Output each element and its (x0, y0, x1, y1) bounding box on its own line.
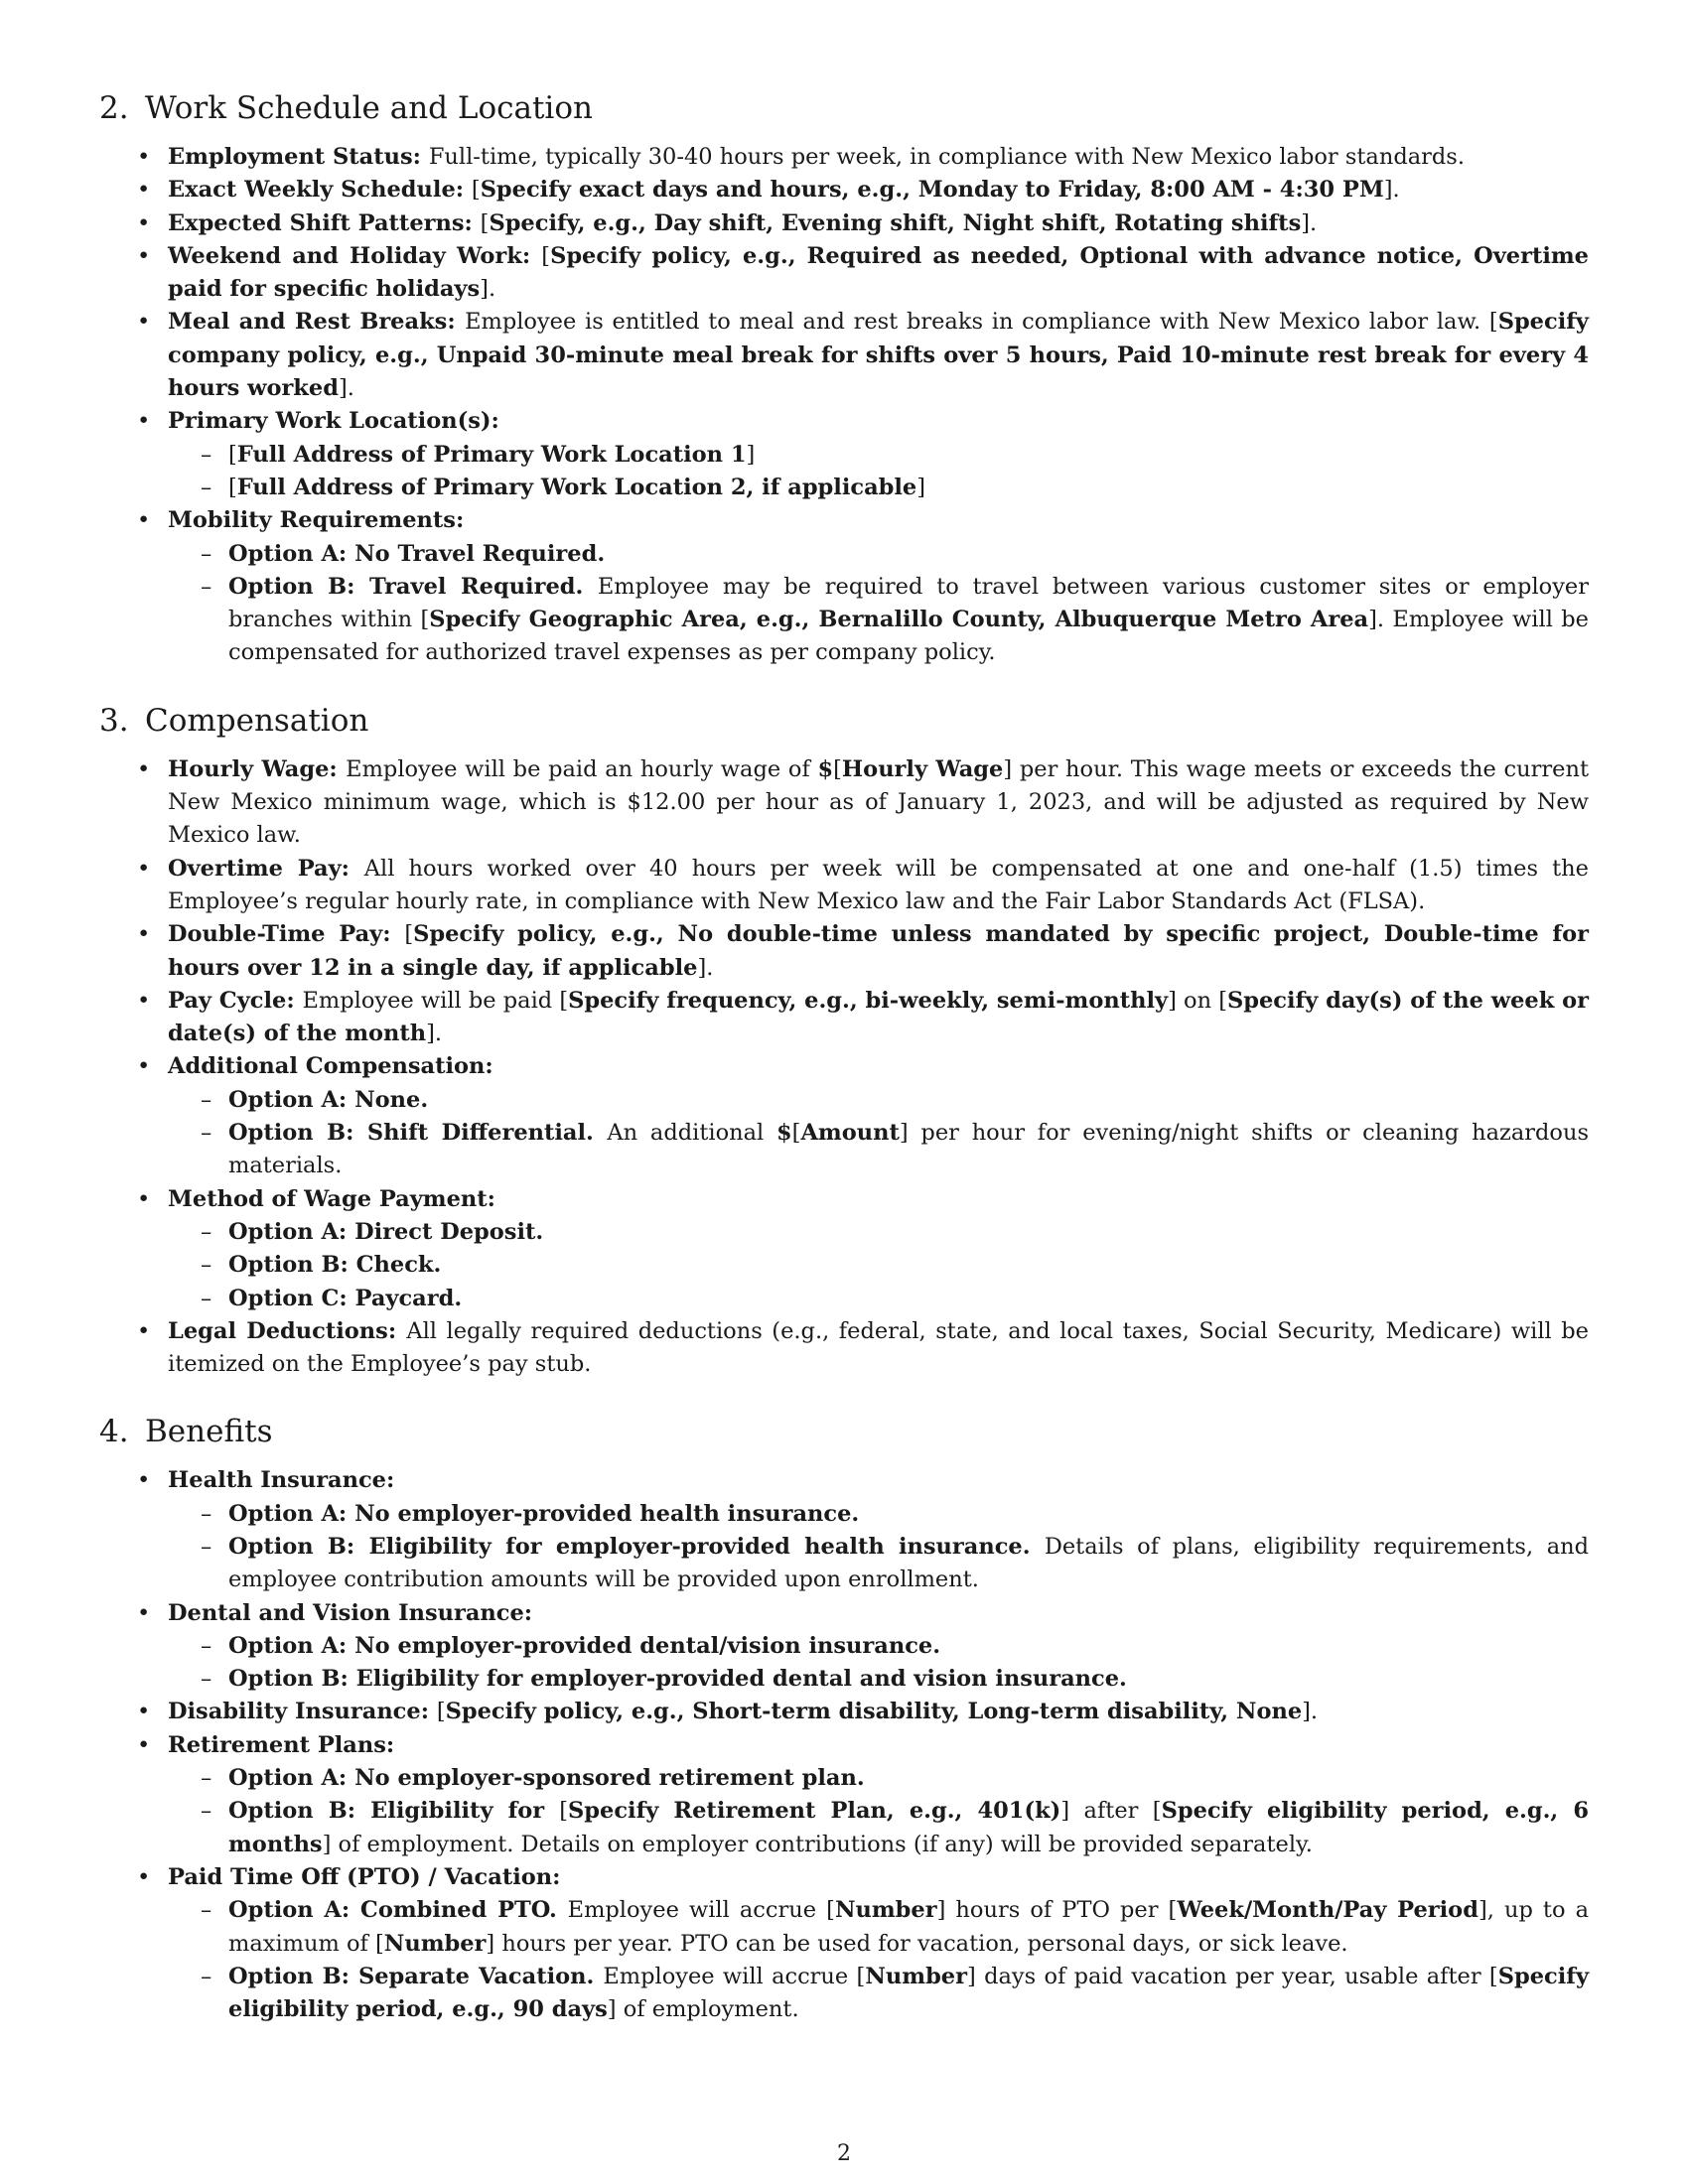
bullet-list (99, 753, 1589, 1382)
bold-text: Specify policy, e.g., No double-time unless mandated by specific project, Double-time for hours over 12 in a single day, if applicable (168, 921, 1589, 981)
list-item (99, 405, 1589, 504)
text-run: ]. (426, 1021, 443, 1047)
sub-list-item (168, 1283, 1589, 1315)
bold-text: Paid Time Off (PTO) / Vacation: (168, 1863, 561, 1890)
list-item (99, 853, 1589, 919)
text-run: Employee will be paid an hourly wage of (346, 755, 818, 782)
sub-list (168, 1762, 1589, 1861)
list-item (99, 1464, 1589, 1596)
section-heading (99, 700, 1589, 742)
section-heading (99, 1411, 1589, 1452)
text-run: All legally required deductions (e.g., federal, state, and local taxes, Social Security, Medicare) will be itemized on the Employee’s pay stub. (168, 1317, 1589, 1378)
text-run: An additional (607, 1120, 777, 1147)
bold-text: Mobility Requirements: (168, 507, 465, 534)
bold-text: Option B: Separate Vacation. (228, 1963, 604, 1989)
list-item (99, 1729, 1589, 1861)
text-run: Employee is entitled to meal and rest breaks in compliance with New Mexico labor law. [ (465, 309, 1498, 336)
text-run: ] of employment. (607, 1996, 799, 2023)
sub-list-item (168, 439, 1589, 472)
text-run: ] per hour for evening/night shifts or cleaning hazardous materials. (228, 1120, 1589, 1179)
bold-text: Number (383, 1930, 487, 1957)
bold-text: Double-Time Pay: (168, 921, 405, 948)
bold-text: Option B: Eligibility for employer-provided dental and vision insurance. (228, 1666, 1127, 1693)
sub-list (168, 1894, 1589, 2026)
sub-list-item (168, 1216, 1589, 1249)
sub-list-item (168, 472, 1589, 504)
bold-text: Option B: Check. (228, 1252, 442, 1279)
bold-text: Specify, e.g., Day shift, Evening shift, Night shift, Rotating shifts (489, 209, 1302, 236)
bold-text: Hourly Wage (841, 755, 1004, 782)
bold-text: Dental and Vision Insurance: (168, 1599, 533, 1626)
bold-text: Primary Work Location(s): (168, 408, 499, 435)
bold-text: Option A: Combined PTO. (228, 1897, 568, 1924)
text-run: Employee will accrue [ (567, 1897, 835, 1924)
bold-text: Specify eligibility period, e.g., 90 days (228, 1963, 1590, 2023)
bold-text: Weekend and Holiday Work: (168, 242, 542, 269)
list-item (99, 1696, 1589, 1728)
bold-text: Exact Weekly Schedule: (168, 177, 472, 204)
list-item (99, 753, 1589, 853)
sub-list (168, 1216, 1589, 1315)
sub-list-item (168, 571, 1589, 670)
text-run: ]. (1301, 209, 1318, 236)
text-run: Full-time, typically 30-40 hours per week, in compliance with New Mexico labor standards. (428, 144, 1465, 170)
text-run: ]. (1383, 177, 1400, 204)
text-run: Employee will accrue [ (603, 1963, 866, 1989)
bold-text: Overtime Pay: (168, 855, 364, 882)
text-run: ] hours per year. PTO can be used for vacation, personal days, or sick leave. (486, 1930, 1348, 1957)
list-item (99, 985, 1589, 1051)
text-run: ]. Employee will be compensated for authorized travel expenses as per company policy. (228, 607, 1589, 666)
list-item (99, 207, 1589, 240)
text-run: ] days of paid vacation per year, usable after [ (966, 1963, 1498, 1989)
sub-list-item (168, 1531, 1589, 1597)
list-item (99, 1183, 1589, 1315)
sub-list-item (168, 1117, 1589, 1183)
section-title: Benefits (145, 1414, 273, 1450)
bold-text: Option B: Travel Required. (228, 573, 598, 600)
section-heading (99, 87, 1589, 129)
bold-text: Additional Compensation: (168, 1053, 493, 1080)
section-number: 4. (99, 1414, 129, 1450)
bold-text: Option B: Eligibility for employer-provided health insurance. (228, 1533, 1045, 1560)
document-page (99, 87, 1589, 2056)
text-run: ] hours of PTO per [ (936, 1897, 1178, 1924)
bold-text: Option B: Shift Differential. (228, 1120, 608, 1147)
bold-text: Option A: Direct Deposit. (228, 1218, 544, 1245)
bold-text: $ (817, 755, 834, 782)
text-run: ], up to a maximum of [ (228, 1897, 1590, 1957)
bullet-list (99, 1464, 1589, 2026)
bold-text: Legal Deductions: (168, 1317, 407, 1344)
section-title: Compensation (145, 702, 369, 739)
bold-text: Option C: Paycard. (228, 1285, 463, 1311)
text-run: ] of employment. Details on employer contributions (if any) will be provided separately. (322, 1831, 1313, 1857)
text-run: Employee will be paid [ (302, 987, 569, 1014)
bold-text: Option A: None. (228, 1086, 429, 1113)
bold-text: Number (865, 1963, 967, 1989)
sub-list-item (168, 538, 1589, 571)
bold-text: Full Address of Primary Work Location 2, if applicable (236, 474, 917, 500)
list-item (99, 1050, 1589, 1182)
text-run: [ (471, 177, 481, 204)
sub-list-item (168, 1961, 1589, 2027)
list-item (99, 306, 1589, 405)
bold-text: Hourly Wage: (168, 755, 347, 782)
section-number: 2. (99, 90, 129, 126)
bold-text: Week/Month/Pay Period (1177, 1897, 1478, 1924)
sub-list-item (168, 1084, 1589, 1117)
list-item (99, 918, 1589, 985)
text-run: ] after [ (1060, 1798, 1162, 1825)
bold-text: Meal and Rest Breaks: (168, 309, 466, 336)
text-run: ]. (480, 276, 496, 303)
bold-text: Pay Cycle: (168, 987, 303, 1014)
list-item (99, 504, 1589, 669)
list-item (99, 174, 1589, 206)
sub-list-item (168, 1762, 1589, 1795)
bold-text: Employment Status: (168, 144, 429, 170)
bold-text: Retirement Plans: (168, 1731, 395, 1758)
text-run: ] on [ (1168, 987, 1227, 1014)
bold-text: Expected Shift Patterns: (168, 209, 481, 236)
sub-list-item (168, 1663, 1589, 1696)
bold-text: Specify policy, e.g., Required as needed, Optional with advance notice, Overtime paid for specific holidays (168, 242, 1590, 303)
sub-list (168, 1630, 1589, 1697)
text-run: ] per hour. This wage meets or exceeds the current New Mexico minimum wage, which is $12.00 per hour as of January 1, 2023, and will be adjusted as required by New Mexico law. (168, 755, 1590, 849)
text-run: ] (746, 441, 756, 468)
text-run: ]. (338, 375, 354, 402)
bold-text: Method of Wage Payment: (168, 1185, 495, 1212)
text-run: All hours worked over 40 hours per week will be compensated at one and one-half (1.5) times the Employee’s regular hourly rate, in compliance with New Mexico law and the Fair Labor Standards Act (FLSA). (168, 855, 1589, 914)
sub-list-item (168, 1894, 1589, 1961)
sub-list (168, 1498, 1589, 1597)
sub-list (168, 1084, 1589, 1183)
text-run: [ (541, 242, 551, 269)
bold-text: Specify company policy, e.g., Unpaid 30-minute meal break for shifts over 5 hours, Paid 10-minute rest break for every 4 hours worked (168, 309, 1589, 402)
bold-text: Full Address of Primary Work Location 1 (236, 441, 747, 468)
text-run: [ (228, 474, 237, 500)
bold-text: $ (776, 1120, 792, 1147)
bold-text: Disability Insurance: (168, 1699, 437, 1725)
bold-text: Option A: No Travel Required. (228, 540, 606, 567)
bold-text: Amount (800, 1120, 900, 1147)
list-item (99, 1861, 1589, 2026)
bold-text: Specify Retirement Plan, e.g., 401(k) (568, 1798, 1061, 1825)
bold-text: Specify exact days and hours, e.g., Monday to Friday, 8:00 AM - 4:30 PM (480, 177, 1384, 204)
text-run: [ (480, 209, 490, 236)
text-run: [ (228, 441, 237, 468)
text-run: [ (833, 755, 842, 782)
list-item (99, 240, 1589, 307)
section-number: 3. (99, 702, 129, 739)
sub-list-item (168, 1795, 1589, 1861)
bold-text: Option A: No employer-provided dental/vision insurance. (228, 1632, 941, 1659)
text-run: [ (436, 1699, 446, 1725)
bold-text: Specify eligibility period, e.g., 6 months (228, 1798, 1590, 1857)
text-run: ]. (1302, 1699, 1319, 1725)
page-number: 2 (837, 2141, 851, 2166)
sub-list-item (168, 1630, 1589, 1663)
list-item (99, 1315, 1589, 1382)
sub-list (168, 439, 1589, 505)
text-run: [ (404, 921, 414, 948)
section-2 (99, 87, 1589, 670)
section-title: Work Schedule and Location (145, 90, 593, 126)
bold-text: Option A: No employer-sponsored retirement plan. (228, 1765, 865, 1792)
text-run: [ (791, 1120, 801, 1147)
bullet-list (99, 141, 1589, 670)
text-run: Employee may be required to travel between various customer sites or employer branches within [ (228, 573, 1589, 633)
list-item (99, 1597, 1589, 1697)
text-run: ] (916, 474, 926, 500)
bold-text: Option A: No employer-provided health insurance. (228, 1500, 860, 1527)
bold-text: Specify policy, e.g., Short-term disability, Long-term disability, None (445, 1699, 1303, 1725)
list-item (99, 141, 1589, 174)
bold-text: Option B: Eligibility for (228, 1798, 560, 1825)
bold-text: Specify Geographic Area, e.g., Bernalillo County, Albuquerque Metro Area (429, 607, 1369, 633)
bold-text: Specify day(s) of the week or date(s) of the month (168, 987, 1590, 1047)
text-run: [ (559, 1798, 569, 1825)
section-3 (99, 700, 1589, 1382)
text-run: Details of plans, eligibility requirements, and employee contribution amounts will be provided upon enrollment. (228, 1533, 1590, 1593)
section-4 (99, 1411, 1589, 2026)
bold-text: Health Insurance: (168, 1467, 395, 1494)
bold-text: Number (834, 1897, 937, 1924)
sub-list (168, 538, 1589, 670)
text-run: ]. (697, 954, 714, 981)
sub-list-item (168, 1498, 1589, 1531)
sub-list-item (168, 1249, 1589, 1282)
bold-text: Specify frequency, e.g., bi-weekly, semi-monthly (568, 987, 1169, 1014)
